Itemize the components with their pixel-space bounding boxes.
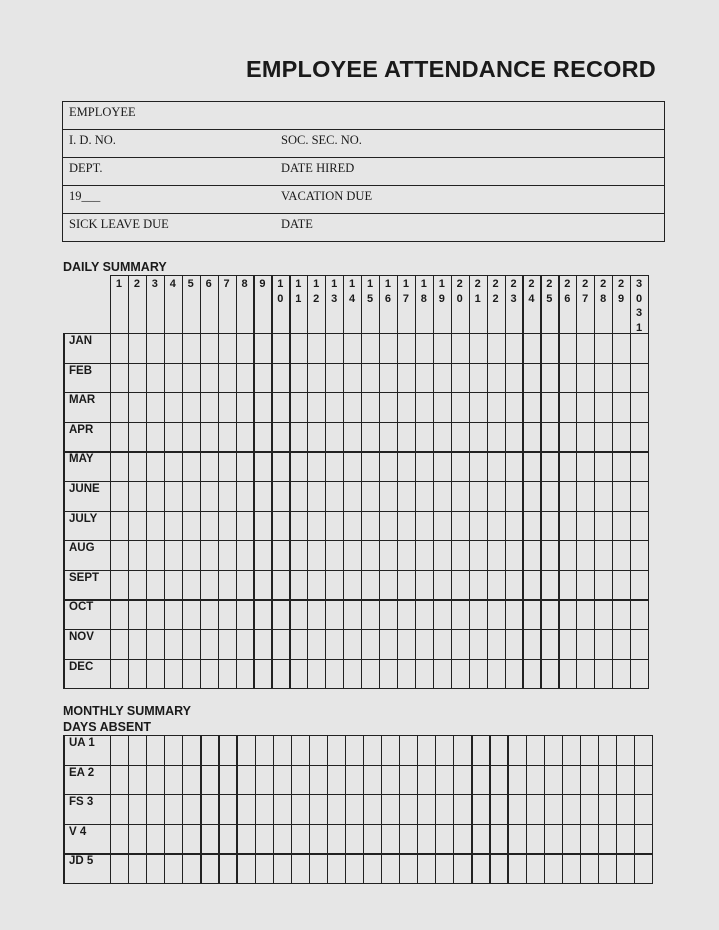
day-column-label: 2 2 xyxy=(492,278,499,305)
grid-line-horizontal xyxy=(63,659,649,660)
grid-line-horizontal xyxy=(63,333,649,334)
day-column-label: 3 0 3 1 xyxy=(635,278,643,334)
month-label: JULY xyxy=(69,512,98,525)
month-label: NOV xyxy=(69,631,94,643)
day-column-label: 2 xyxy=(133,278,140,290)
grid-line-vertical xyxy=(652,735,653,884)
grid-line-vertical xyxy=(562,735,563,884)
day-column-label: 2 0 xyxy=(456,278,463,305)
info-label-left: I. D. NO. xyxy=(69,133,116,147)
grid-line-vertical xyxy=(273,735,274,884)
grid-line-vertical xyxy=(507,735,508,884)
day-column-label: 8 xyxy=(241,278,248,290)
grid-line-vertical xyxy=(453,735,454,884)
month-label: AUG xyxy=(69,542,95,555)
day-column-label: 1 2 xyxy=(313,278,320,305)
grid-line-horizontal xyxy=(63,735,653,736)
grid-line-vertical xyxy=(544,735,545,884)
grid-line-vertical xyxy=(291,735,292,884)
grid-line-vertical xyxy=(471,735,472,884)
day-column-label: 9 xyxy=(259,278,266,290)
grid-line-vertical xyxy=(327,735,328,884)
grid-line-vertical xyxy=(63,735,65,884)
day-column-label: 2 8 xyxy=(600,278,607,305)
info-row xyxy=(63,214,664,242)
day-column-label: 1 6 xyxy=(384,278,392,305)
day-column-label: 1 1 xyxy=(295,278,302,305)
grid-line-vertical xyxy=(345,735,346,884)
day-column-label: 5 xyxy=(187,278,194,290)
grid-line-horizontal xyxy=(63,570,649,571)
grid-line-vertical xyxy=(598,735,599,884)
grid-line-horizontal xyxy=(63,511,649,512)
grid-line-horizontal xyxy=(63,794,653,795)
day-column-label: 6 xyxy=(205,278,212,290)
day-column-label: 2 1 xyxy=(474,278,481,305)
absence-code-label: V 4 xyxy=(69,825,87,838)
day-column-label: 1 xyxy=(115,278,123,290)
grid-line-horizontal xyxy=(63,392,649,393)
day-column-label: 2 3 xyxy=(510,278,517,305)
info-row xyxy=(63,130,664,158)
month-label: DEC xyxy=(69,660,94,673)
grid-line-horizontal xyxy=(110,275,649,276)
day-column-label: 1 3 xyxy=(331,278,338,305)
day-column-label: 1 0 xyxy=(277,278,284,305)
month-label: FEB xyxy=(69,364,92,377)
info-label-left: SICK LEAVE DUE xyxy=(69,217,169,231)
absence-code-label: EA 2 xyxy=(69,766,95,779)
info-label-right: DATE xyxy=(281,217,313,231)
grid-line-horizontal xyxy=(63,824,653,825)
info-label-right: VACATION DUE xyxy=(281,189,373,203)
month-label: JAN xyxy=(69,335,93,347)
grid-line-vertical xyxy=(580,735,581,884)
month-label: SEPT xyxy=(69,571,100,584)
month-label: MAR xyxy=(69,394,96,407)
grid-line-horizontal xyxy=(63,853,653,854)
day-column-label: 3 xyxy=(151,278,158,290)
grid-line-vertical xyxy=(309,735,310,884)
grid-line-horizontal xyxy=(63,883,653,884)
grid-line-vertical xyxy=(218,735,219,884)
grid-line-vertical xyxy=(164,735,165,884)
day-column-label: 2 6 xyxy=(564,278,571,305)
grid-line-vertical xyxy=(255,735,256,884)
info-label-right: SOC. SEC. NO. xyxy=(281,133,362,147)
page-title: EMPLOYEE ATTENDANCE RECORD xyxy=(246,56,656,82)
grid-line-vertical xyxy=(146,735,147,884)
info-label-left: 19___ xyxy=(69,189,101,203)
grid-line-horizontal xyxy=(63,599,649,600)
absence-code-label: UA 1 xyxy=(69,737,95,749)
grid-line-vertical xyxy=(236,735,237,884)
month-label: APR xyxy=(69,423,94,436)
grid-line-vertical xyxy=(417,735,418,884)
grid-line-horizontal xyxy=(63,540,649,541)
grid-line-horizontal xyxy=(63,422,649,423)
grid-line-vertical xyxy=(435,735,436,884)
day-column-label: 1 9 xyxy=(438,278,445,305)
absence-code-label: JD 5 xyxy=(69,855,94,868)
month-label: MAY xyxy=(69,453,94,466)
info-row xyxy=(63,102,664,130)
grid-line-vertical xyxy=(381,735,382,884)
grid-line-vertical xyxy=(399,735,400,884)
day-column-label: 2 5 xyxy=(546,278,553,305)
grid-line-vertical xyxy=(634,735,635,884)
day-column-label: 2 7 xyxy=(582,278,589,305)
day-column-label: 1 5 xyxy=(366,278,374,305)
grid-line-vertical xyxy=(363,735,364,884)
info-row xyxy=(63,158,664,186)
daily-summary-heading: DAILY SUMMARY xyxy=(63,260,167,274)
day-column-label: 1 7 xyxy=(402,278,409,305)
grid-line-horizontal xyxy=(63,765,653,766)
grid-line-horizontal xyxy=(63,688,649,689)
grid-line-horizontal xyxy=(63,363,649,364)
grid-line-vertical xyxy=(526,735,527,884)
grid-line-vertical xyxy=(489,735,490,884)
grid-line-horizontal xyxy=(63,451,649,452)
day-column-label: 2 4 xyxy=(528,278,535,305)
day-column-label: 2 9 xyxy=(618,278,625,305)
day-column-label: 4 xyxy=(169,278,176,290)
grid-line-horizontal xyxy=(63,481,649,482)
month-label: OCT xyxy=(69,601,94,614)
grid-line-vertical xyxy=(182,735,183,884)
day-column-label: 1 8 xyxy=(420,278,427,305)
day-column-label: 7 xyxy=(223,278,230,290)
day-column-label: 1 4 xyxy=(349,278,356,305)
grid-line-vertical xyxy=(616,735,617,884)
grid-line-horizontal xyxy=(63,629,649,630)
grid-line-vertical xyxy=(200,735,201,884)
grid-line-vertical xyxy=(128,735,129,884)
days-absent-heading: DAYS ABSENT xyxy=(63,720,151,734)
info-label-left: DEPT. xyxy=(69,161,103,175)
grid-line-vertical xyxy=(110,735,111,884)
info-row xyxy=(63,186,664,214)
info-label-right: DATE HIRED xyxy=(281,161,355,175)
absence-code-label: FS 3 xyxy=(69,796,94,809)
employee-info-box xyxy=(62,101,665,242)
info-label-left: EMPLOYEE xyxy=(69,105,136,119)
monthly-summary-heading: MONTHLY SUMMARY xyxy=(63,704,192,718)
month-label: JUNE xyxy=(69,483,100,495)
